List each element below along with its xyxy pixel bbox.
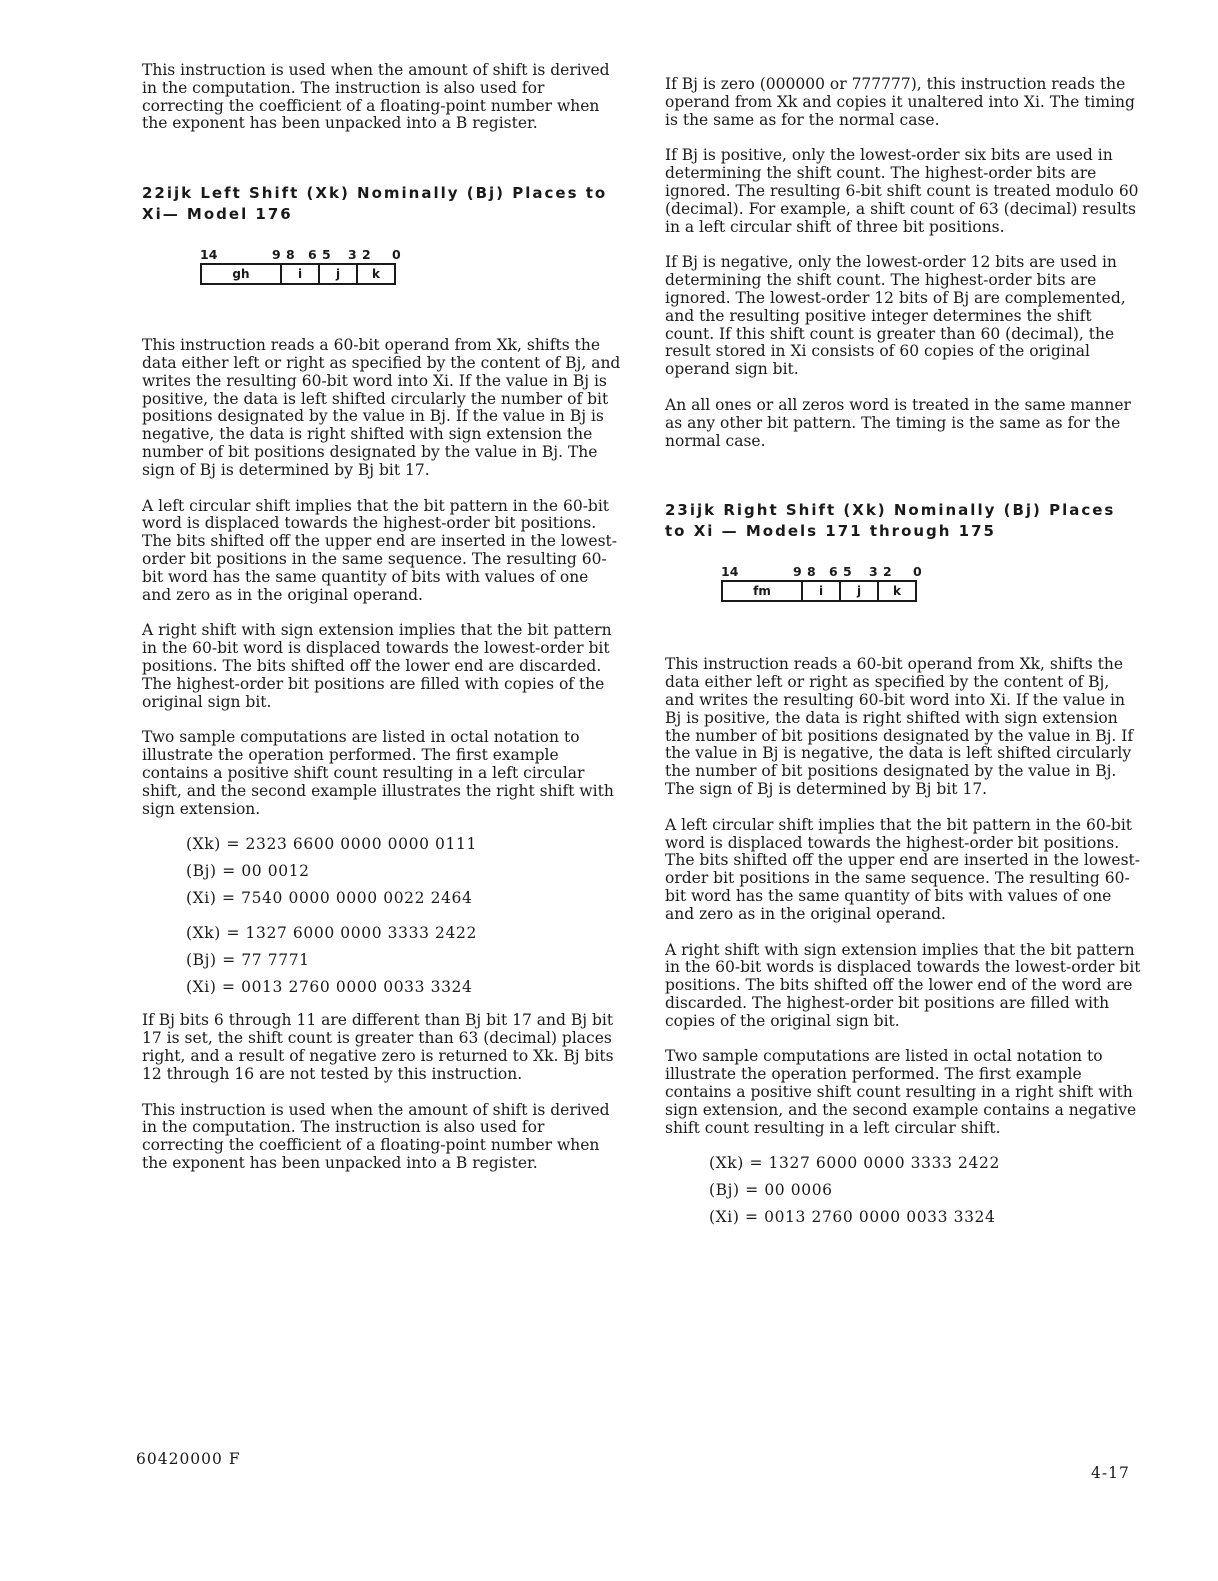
right-paragraph-6: A left circular shift implies that the bit pattern in the 60-bit word is displaced towards the highest-order bit positions. The bits shifted off the upper end are inserted in the lowest-order bit positions in the same sequence. The resulting 60-bit word has the same quantity of bits with values of one and zero as in the original operand.	[665, 815, 1141, 923]
bit-label: 5	[322, 247, 331, 263]
right-column	[665, 76, 1143, 1242]
bit-label: 6	[829, 564, 838, 580]
bit-label: 2	[883, 564, 892, 580]
left-paragraph-4: Two sample computations are listed in octal notation to illustrate the operation performed. The first example contains a positive shift count resulting in a left circular shift, and the second example illustrates the right shift with sign extension.	[142, 728, 614, 818]
field-k: k	[356, 263, 396, 285]
right-paragraph-4: An all ones or all zeros word is treated in the same manner as any other bit pattern. The timing is the same as for the normal case.	[665, 395, 1131, 450]
document-number: 60420000 F	[136, 1450, 241, 1468]
example-line: (Xi) = 0013 2760 0000 0033 3324	[709, 1208, 996, 1227]
example-line: (Xk) = 1327 6000 0000 3333 2422	[709, 1154, 1000, 1173]
example-line: (Xk) = 1327 6000 0000 3333 2422	[186, 924, 477, 943]
bit-position-labels	[721, 564, 941, 580]
bit-label: 8	[286, 247, 295, 263]
bit-label: 14	[200, 247, 218, 263]
bit-label: 2	[362, 247, 371, 263]
bit-label: 3	[869, 564, 878, 580]
bit-label: 5	[843, 564, 852, 580]
page-number: 4-17	[1091, 1464, 1130, 1482]
bit-label: 0	[913, 564, 922, 580]
bit-label: 0	[392, 247, 401, 263]
field-i: i	[801, 580, 841, 602]
example-line: (Bj) = 77 7771	[186, 951, 310, 970]
bit-label: 9	[272, 247, 281, 263]
field-boxes	[721, 580, 917, 602]
field-j: j	[839, 580, 879, 602]
field-j: j	[318, 263, 358, 285]
field-gh: gh	[200, 263, 282, 285]
example-left-2	[186, 925, 622, 996]
left-column	[142, 62, 622, 1191]
left-paragraph-1: This instruction reads a 60-bit operand from Xk, shifts the data either left or right as specified by the content of Bj, and writes the resulting 60-bit word into Xi. If the value in Bj is positive, the data is left shifted circularly the number of bit positions designated by the value in Bj. If the value in Bj is negative, the data is right shifted with sign extension the number of bit positions designated by the value in Bj. The sign of Bj is determined by Bj bit 17.	[142, 336, 621, 479]
bit-label: 3	[348, 247, 357, 263]
section-heading-22ijk: 22ijk Left Shift (Xk) Nominally (Bj) Places to Xi— Model 176	[142, 184, 608, 224]
right-paragraph-5: This instruction reads a 60-bit operand from Xk, shifts the data either left or right as specified by the content of Bj, and writes the resulting 60-bit word into Xi. If the value in Bj is positive, the data is right shifted with sign extension the number of bit positions designated by the value in Bj. If the value in Bj is negative, the data is left shifted circularly the number of bit positions designated by the value in Bj. The sign of Bj is determined by Bj bit 17.	[665, 655, 1134, 798]
example-right-1	[709, 1155, 1143, 1226]
example-line: (Xk) = 2323 6600 0000 0000 0111	[186, 835, 477, 854]
right-paragraph-8: Two sample computations are listed in octal notation to illustrate the operation performed. The first example contains a positive shift count resulting in a right shift with sign extension, and the second example contains a negative shift count resulting in a left circular shift.	[665, 1047, 1137, 1137]
field-k: k	[877, 580, 917, 602]
bit-label: 14	[721, 564, 739, 580]
bit-label: 9	[793, 564, 802, 580]
bit-label: 8	[807, 564, 816, 580]
example-line: (Bj) = 00 0006	[709, 1181, 833, 1200]
right-paragraph-2: If Bj is positive, only the lowest-order six bits are used in determining the shift count. The highest-order bits are ignored. The resulting 6-bit shift count is treated modulo 60 (decimal). For example, a shift count of 63 (decimal) results in a left circular shift of three bit positions.	[665, 146, 1139, 236]
instruction-format-diagram-22ijk	[200, 247, 622, 309]
left-paragraph-3: A right shift with sign extension implies that the bit pattern in the 60-bit word is displaced towards the lowest-order bit positions. The bits shifted off the lower end are discarded. The highest-order bit positions are filled with copies of the original sign bit.	[142, 621, 612, 711]
field-fm: fm	[721, 580, 803, 602]
field-boxes	[200, 263, 396, 285]
right-paragraph-1: If Bj is zero (000000 or 777777), this instruction reads the operand from Xk and copies it unaltered into Xi. The timing is the same as for the normal case.	[665, 75, 1135, 129]
right-paragraph-7: A right shift with sign extension implies that the bit pattern in the 60-bit words is displaced towards the lowest-order bit positions. The bits shifted off the lower end of the word are discarded. The highest-order bit positions are filled with copies of the original sign bit.	[665, 940, 1141, 1030]
example-line: (Bj) = 00 0012	[186, 862, 310, 881]
example-line: (Xi) = 7540 0000 0000 0022 2464	[186, 889, 473, 908]
left-paragraph-5: If Bj bits 6 through 11 are different than Bj bit 17 and Bj bit 17 is set, the shift count is greater than 63 (decimal) places right, and a result of negative zero is returned to Xk. Bj bits 12 through 16 are not tested by this instruction.	[142, 1011, 614, 1083]
left-paragraph-6: This instruction is used when the amount of shift is derived in the computation. The instruction is also used for correcting the coefficient of a floating-point number when the exponent has been unpacked into a B register.	[142, 1100, 610, 1172]
left-paragraph-2: A left circular shift implies that the bit pattern in the 60-bit word is displaced towards the highest-order bit positions. The bits shifted off the upper end are inserted in the lowest-order bit positions in the same sequence. The resulting 60-bit word has the same quantity of bits with values of one and zero as in the original operand.	[142, 496, 618, 604]
left-intro-paragraph: This instruction is used when the amount of shift is derived in the computation. The instruction is also used for correcting the coefficient of a floating-point number when the exponent has been unpacked into a B register.	[142, 61, 610, 133]
example-left-1	[186, 836, 622, 907]
right-paragraph-3: If Bj is negative, only the lowest-order 12 bits are used in determining the shift count. The highest-order bits are ignored. The lowest-order 12 bits of Bj are complemented, and the resulting positive integer determines the shift count. If this shift count is greater than 60 (decimal), the result stored in Xi consists of 60 copies of the original operand sign bit.	[665, 253, 1126, 379]
bit-label: 6	[308, 247, 317, 263]
section-heading-23ijk: 23ijk Right Shift (Xk) Nominally (Bj) Places to Xi — Models 171 through 175	[665, 501, 1116, 541]
instruction-format-diagram-23ijk	[721, 564, 1143, 626]
bit-position-labels	[200, 247, 420, 263]
example-line: (Xi) = 0013 2760 0000 0033 3324	[186, 978, 473, 997]
field-i: i	[280, 263, 320, 285]
